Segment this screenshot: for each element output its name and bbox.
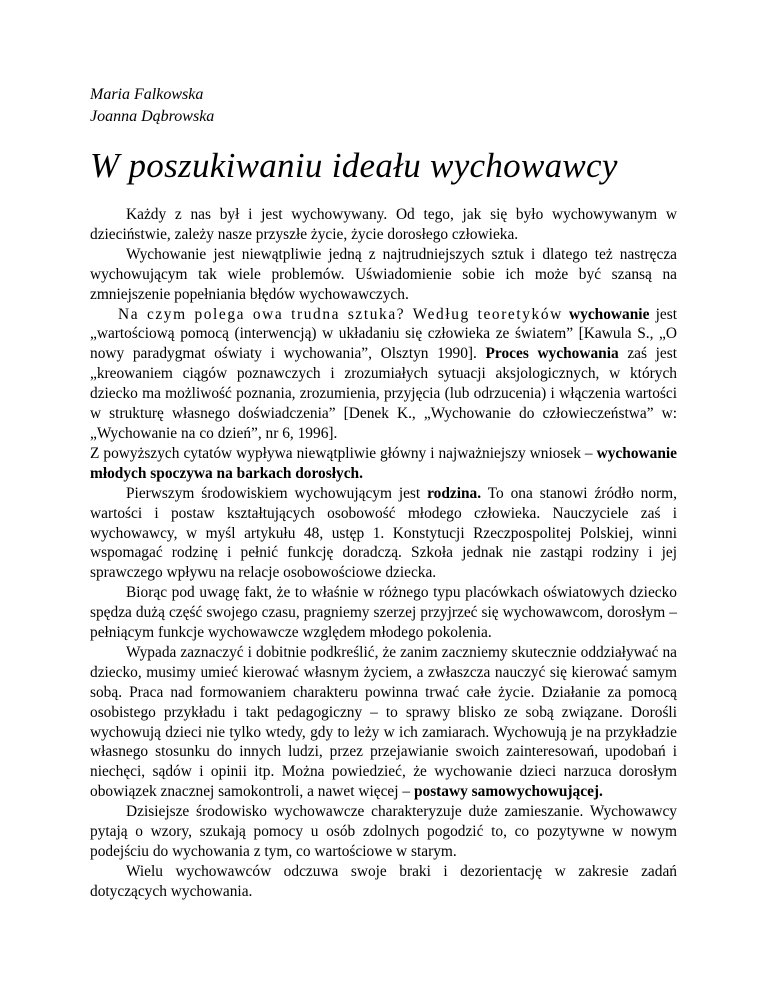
- text-run: Wypada zaznaczyć i dobitnie podkreślić, że zanim zaczniemy skutecznie oddziaływać na dziecko, musimy umieć kierować własnym życiem, a zwłaszcza nauczyć się kierować samym sobą. Praca nad formowaniem charakteru powinna trwać całe życie. Działanie za pomocą osobistego przykładu i takt pedagogiczny – to sprawy blisko ze sobą związane. Dorośli wychowują dzieci nie tylko wtedy, gdy to leży w ich zamiarach. Wychowują je na przykładzie własnego stosunku do innych ludzi, przez przejawianie swoich zainteresowań, upodobań i niechęci, sądów i opinii itp. Można powiedzieć, że wychowanie dzieci narzuca dorosłym obowiązek znacznej samokontroli, a nawet więcej –: [90, 643, 677, 801]
- paragraph: Wielu wychowawców odczuwa swoje braki i dezorientację w zakresie zadań dotyczących wychowania.: [90, 862, 677, 900]
- paragraph: Każdy z nas był i jest wychowywany. Od tego, jak się było wychowywanym w dzieciństwie, zależy nasze przyszłe życie, życie dorosłego człowieka.: [90, 206, 677, 243]
- document-title: W poszukiwaniu ideału wychowawcy: [90, 146, 618, 185]
- bold-term: wychowanie: [569, 305, 650, 323]
- bold-conclusion: wychowanie młodych spoczywa na barkach dorosłych.: [90, 444, 677, 482]
- text-run: Z powyższych cytatów wypływa niewątpliwie główny i najważniejszy wniosek –: [90, 444, 593, 462]
- spaced-text: Na czym polega owa trudna sztuka? Według teoretyków: [118, 305, 563, 323]
- text-run: Pierwszym środowiskiem wychowującym jest: [126, 484, 421, 502]
- text-run: zaś jest „kreowaniem ciągów poznawczych i zrozumiałych sytuacji aksjologicznych, w których dziecko ma możliwość poznania, zrozumienia, przyjęcia (lub odrzucenia) i włączenia wartości w strukturę własnego doświadczenia” [Denek K., „Wychowanie do człowieczeństwa” w: „Wychowanie na co dzień”, nr 6, 1996].: [90, 345, 677, 442]
- bold-term: rodzina.: [427, 484, 482, 502]
- author-list: [90, 84, 214, 128]
- paragraph: [90, 444, 677, 484]
- document-body: [90, 205, 677, 902]
- text-run: To ona stanowi źródło norm, wartości i postaw kształtujących osobowość młodego człowieka. Nauczyciele zaś i wychowawcy, w myśl artykułu 48, ustęp 1. Konstytucji Rzeczpospolitej Polskiej, winni wspomagać rodzinę i pełnić funkcję doradczą. Szkoła jednak nie zastąpi rodziny i jej sprawczego wpływu na relacje osobowościowe dziecka.: [90, 484, 677, 582]
- paragraph: Dzisiejsze środowisko wychowawcze charakteryzuje duże zamieszanie. Wychowawcy pytają o wzory, szukają pomocy u osób zdolnych pogodzić to, co pozytywne w nowym podejściu do wychowania z tym, co wartościowe w starym.: [90, 803, 677, 860]
- paragraph: Biorąc pod uwagę fakt, że to właśnie w różnego typu placówkach oświatowych dziecko spędza dużą część swojego czasu, pragniemy szerzej przyjrzeć się wychowawcom, dorosłym – pełniącym funkcje wychowawcze względem młodego pokolenia.: [90, 584, 677, 642]
- paragraph: [90, 305, 677, 444]
- author-name: Joanna Dąbrowska: [90, 108, 215, 125]
- bold-term: Proces wychowania: [485, 345, 619, 363]
- bold-term: postawy samowychowującej.: [413, 783, 603, 801]
- paragraph: Wychowanie jest niewątpliwie jedną z najtrudniejszych sztuk i dlatego też nastręcza wychowującym tak wiele problemów. Uświadomienie sobie ich może być szansą na zmniejszenie popełniania błędów wychowawczych.: [90, 245, 677, 303]
- paragraph: [90, 484, 677, 584]
- author-name: Maria Falkowska: [90, 86, 204, 103]
- paragraph: [90, 643, 677, 802]
- text-run: jest „wartościową pomocą (interwencją) w układaniu się człowieka ze światem” [Kawula S., „O nowy paradygmat oświaty i wychowania”, Olsztyn 1990].: [90, 305, 677, 363]
